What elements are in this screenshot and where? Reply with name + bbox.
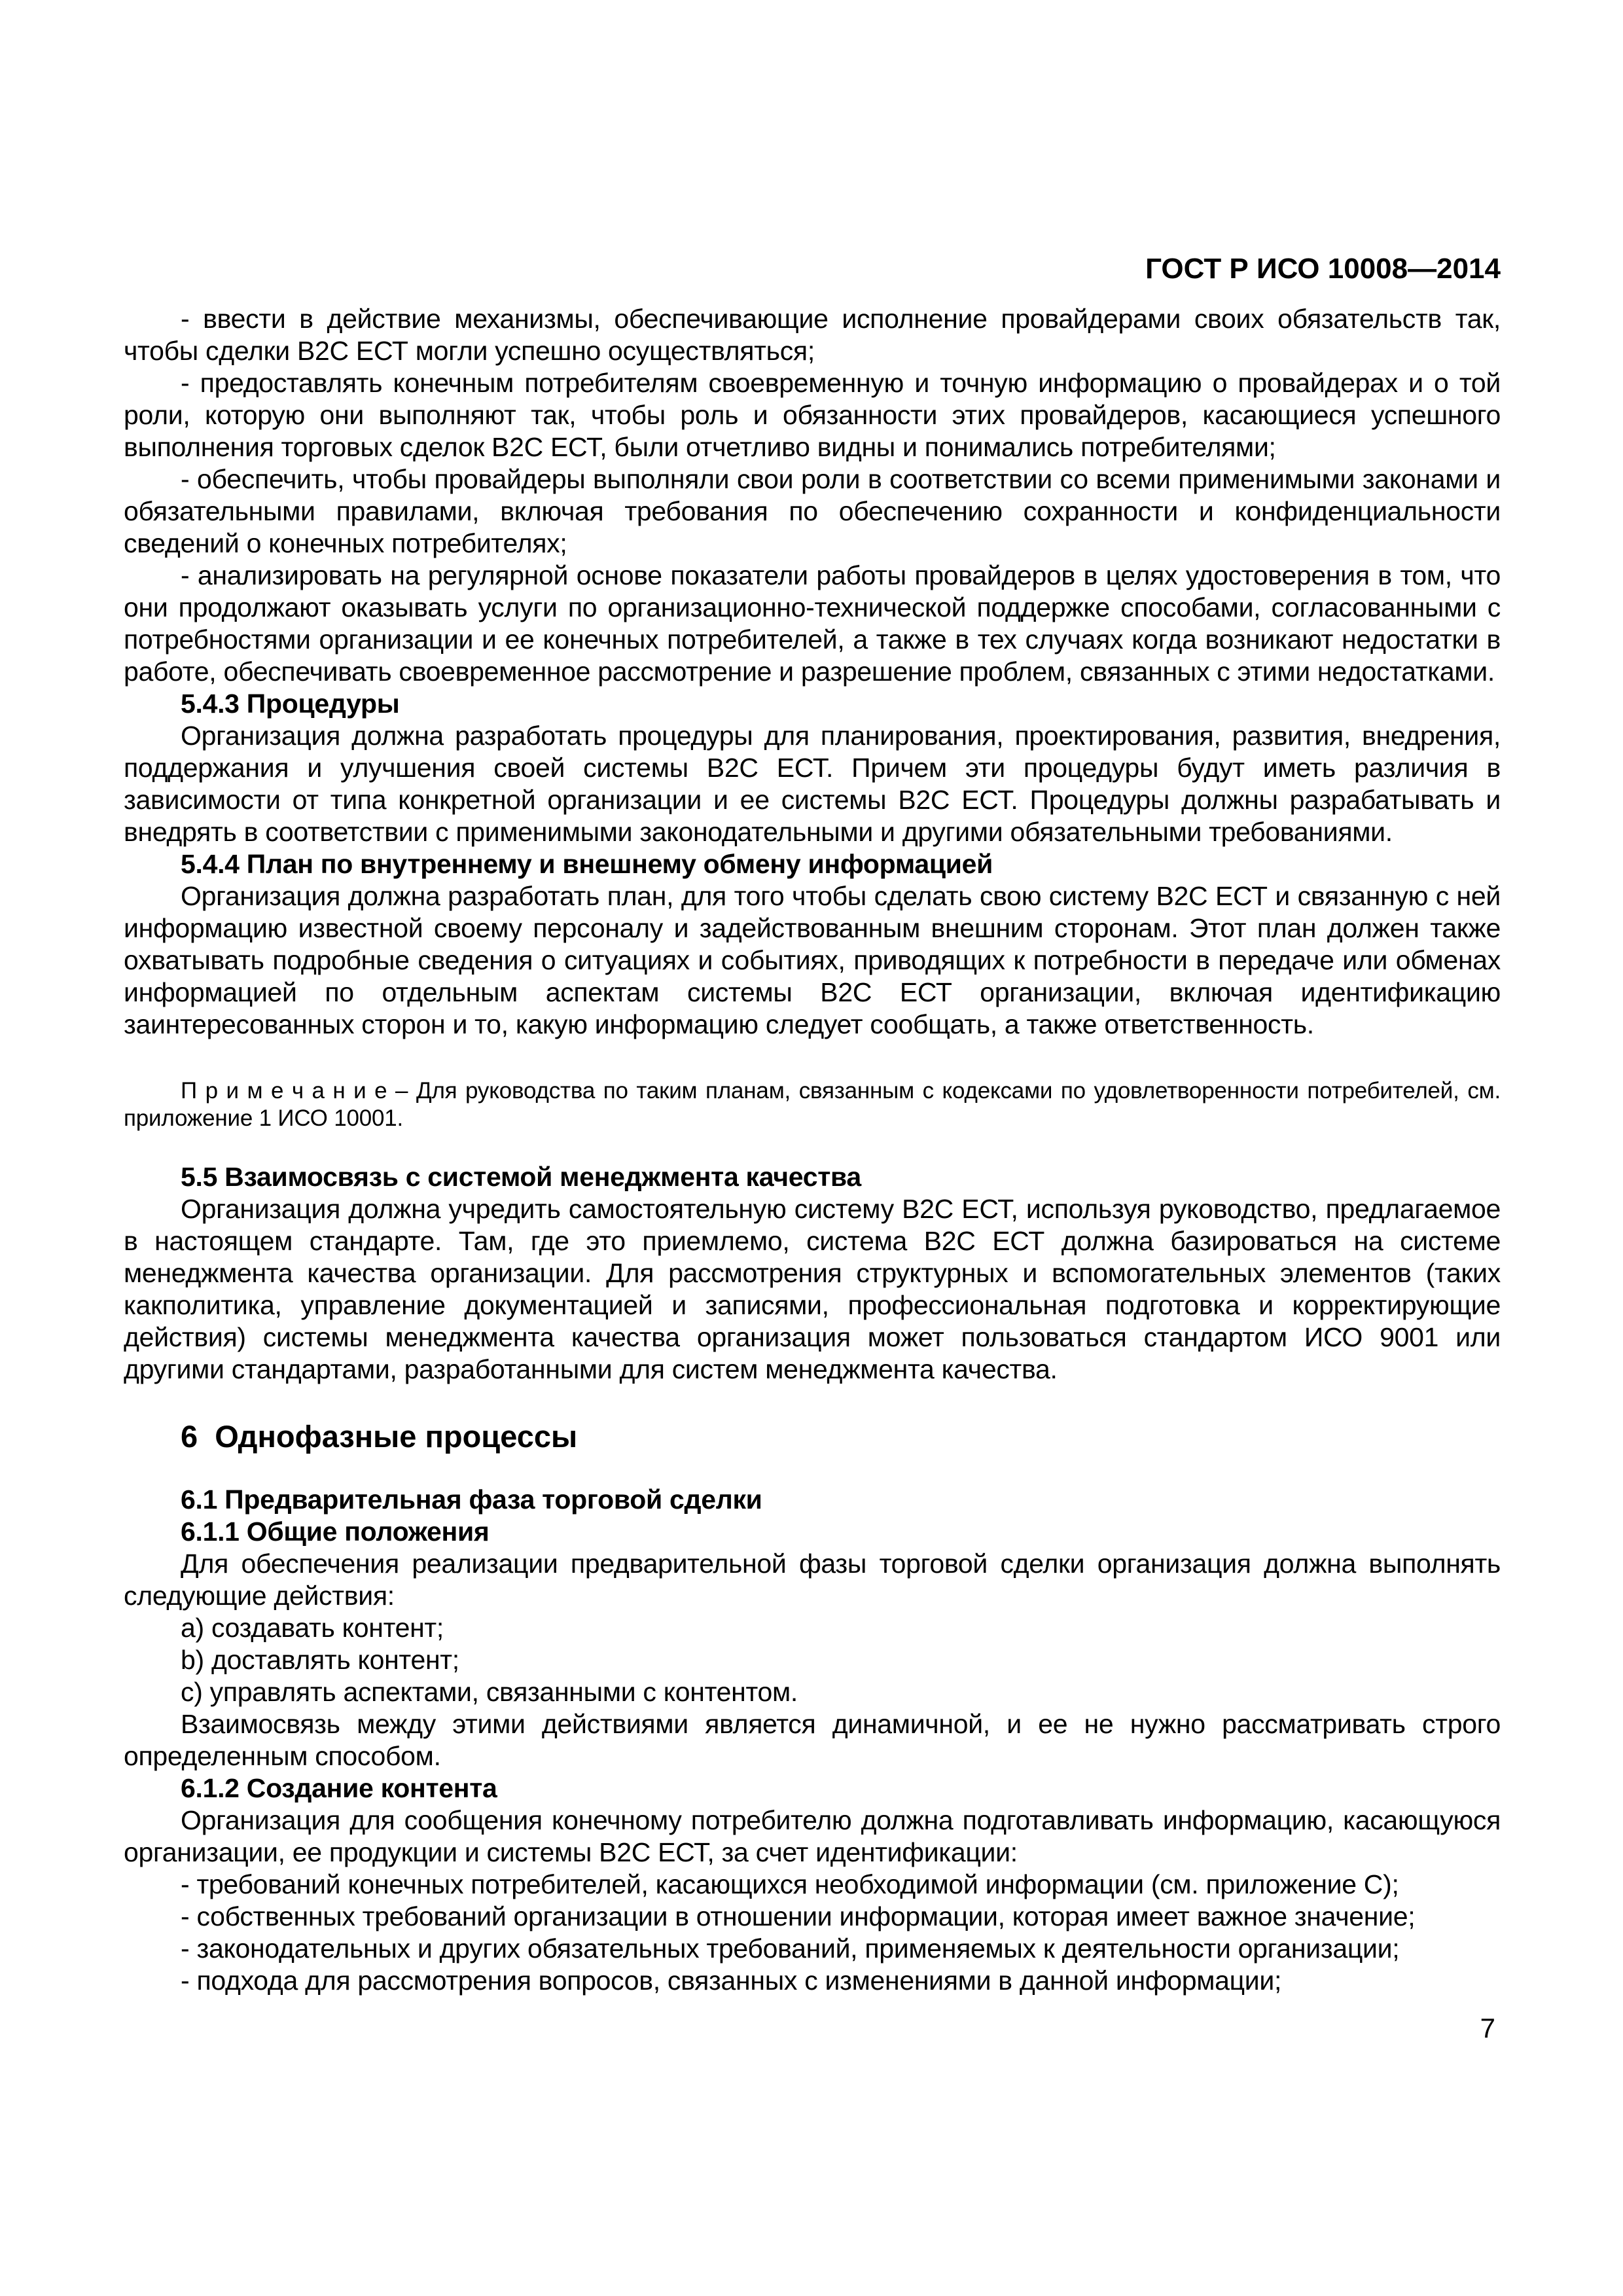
paragraph-communication-plan-body: Организация должна разработать план, для того чтобы сделать свою систему B2C ЕСТ и связанную с ней информацию известной своему персоналу и задействованным внешним сторонам. Этот план должен также охватывать подробные сведения о ситуациях и событиях, приводящих к потребности в передаче или обменах информацией по отдельным аспектам системы B2C ЕСТ организации, включая идентификацию заинтересованных сторон и то, какую информацию следует сообщать, а также ответственность.	[124, 881, 1501, 1039]
list-item-dash-legal-requirements: - законодательных и других обязательных требований, применяемых к деятельности организации;	[181, 1933, 1400, 1964]
heading-5-4-4-communication-plan: 5.4.4 План по внутреннему и внешнему обмену информацией	[181, 849, 993, 879]
paragraph-pre-transaction-intro: Для обеспечения реализации предварительной фазы торговой сделки организация должна выполнять следующие действия:	[124, 1549, 1501, 1611]
heading-6-1-pre-transaction-phase: 6.1 Предварительная фаза торговой сделки	[181, 1484, 762, 1515]
list-item-c-manage-content: c) управлять аспектами, связанными с контентом.	[181, 1677, 798, 1707]
heading-6-1-1-general: 6.1.1 Общие положения	[181, 1516, 490, 1547]
list-item-b-deliver-content: b) доставлять контент;	[181, 1645, 459, 1675]
paragraph-bullet-ensure-roles: - обеспечить, чтобы провайдеры выполняли свои роли в соответствии со всеми применимыми законами и обязательными правилами, включая требования по обеспечению сохранности и конфиденциальности сведений о конечных потребителях;	[124, 464, 1501, 558]
note-iso-10001: П р и м е ч а н и е – Для руководства по таким планам, связанным с кодексами по удовлетворенности потребителей, см. приложение 1 ИСО 10001.	[124, 1078, 1501, 1131]
paragraph-dynamic-relationship: Взаимосвязь между этими действиями является динамичной, и ее не нужно рассматривать строго определенным способом.	[124, 1709, 1501, 1771]
paragraph-bullet-providers-mechanisms: - ввести в действие механизмы, обеспечивающие исполнение провайдерами своих обязательств так, чтобы сделки B2C ЕСТ могли успешно осуществляться;	[124, 304, 1501, 366]
list-item-a-create-content: a) создавать контент;	[181, 1613, 444, 1643]
heading-5-4-3-procedures: 5.4.3 Процедуры	[181, 689, 400, 719]
paragraph-bullet-provide-information: - предоставлять конечным потребителям своевременную и точную информацию о провайдерах и о той роли, которую они выполняют так, чтобы роль и обязанности этих провайдеров, касающиеся успешного выполнения торговых сделок B2C ЕСТ, были отчетливо видны и понимались потребителями;	[124, 368, 1501, 462]
document-header: ГОСТ Р ИСО 10008—2014	[1145, 253, 1501, 285]
heading-6-1-2-content-creation: 6.1.2 Создание контента	[181, 1773, 497, 1803]
paragraph-qms-relationship-body: Организация должна учредить самостоятельную систему B2C ЕСТ, используя руководство, предлагаемое в настоящем стандарте. Там, где это приемлемо, система B2C ЕСТ должна базироваться на системе менеджмента качества организации. Для рассмотрения структурных и вспомогательных элементов (таких какполитика, управление документацией и записями, профессиональная подготовка и корректирующие действия) системы менеджмента качества организация может пользоваться стандартом ИСО 9001 или другими стандартами, разработанными для систем менеджмента качества.	[124, 1194, 1501, 1384]
list-item-dash-own-requirements: - собственных требований организации в отношении информации, которая имеет важное значение;	[181, 1901, 1416, 1931]
heading-5-5-qms-relationship: 5.5 Взаимосвязь с системой менеджмента качества	[181, 1162, 861, 1192]
paragraph-bullet-analyze-performance: - анализировать на регулярной основе показатели работы провайдеров в целях удостоверения в том, что они продолжают оказывать услуги по организационно-технической поддержке способами, согласованными с потребностями организации и ее конечных потребителей, а также в тех случаях когда возникают недостатки в работе, обеспечивать своевременное рассмотрение и разрешение проблем, связанных с этими недостатками.	[124, 560, 1501, 687]
paragraph-content-creation-intro: Организация для сообщения конечному потребителю должна подготавливать информацию, касающуюся организации, ее продукции и системы B2C ЕСТ, за счет идентификации:	[124, 1805, 1501, 1867]
list-item-dash-change-approach: - подхода для рассмотрения вопросов, связанных с изменениями в данной информации;	[181, 1965, 1282, 1996]
section-6-heading-single-phase-processes: 6 Однофазные процессы	[181, 1419, 578, 1454]
text-column	[124, 255, 1501, 1997]
page-number: 7	[1480, 2013, 1495, 2043]
paragraph-procedures-body: Организация должна разработать процедуры для планирования, проектирования, развития, внедрения, поддержания и улучшения своей системы B2C ЕСТ. Причем эти процедуры будут иметь различия в зависимости от типа конкретной организации и ее системы B2C ЕСТ. Процедуры должны разрабатывать и внедрять в соответствии с применимыми законодательными и другими обязательными требованиями.	[124, 721, 1501, 847]
list-item-dash-consumer-requirements: - требований конечных потребителей, касающихся необходимой информации (см. приложение C);	[181, 1869, 1399, 1899]
